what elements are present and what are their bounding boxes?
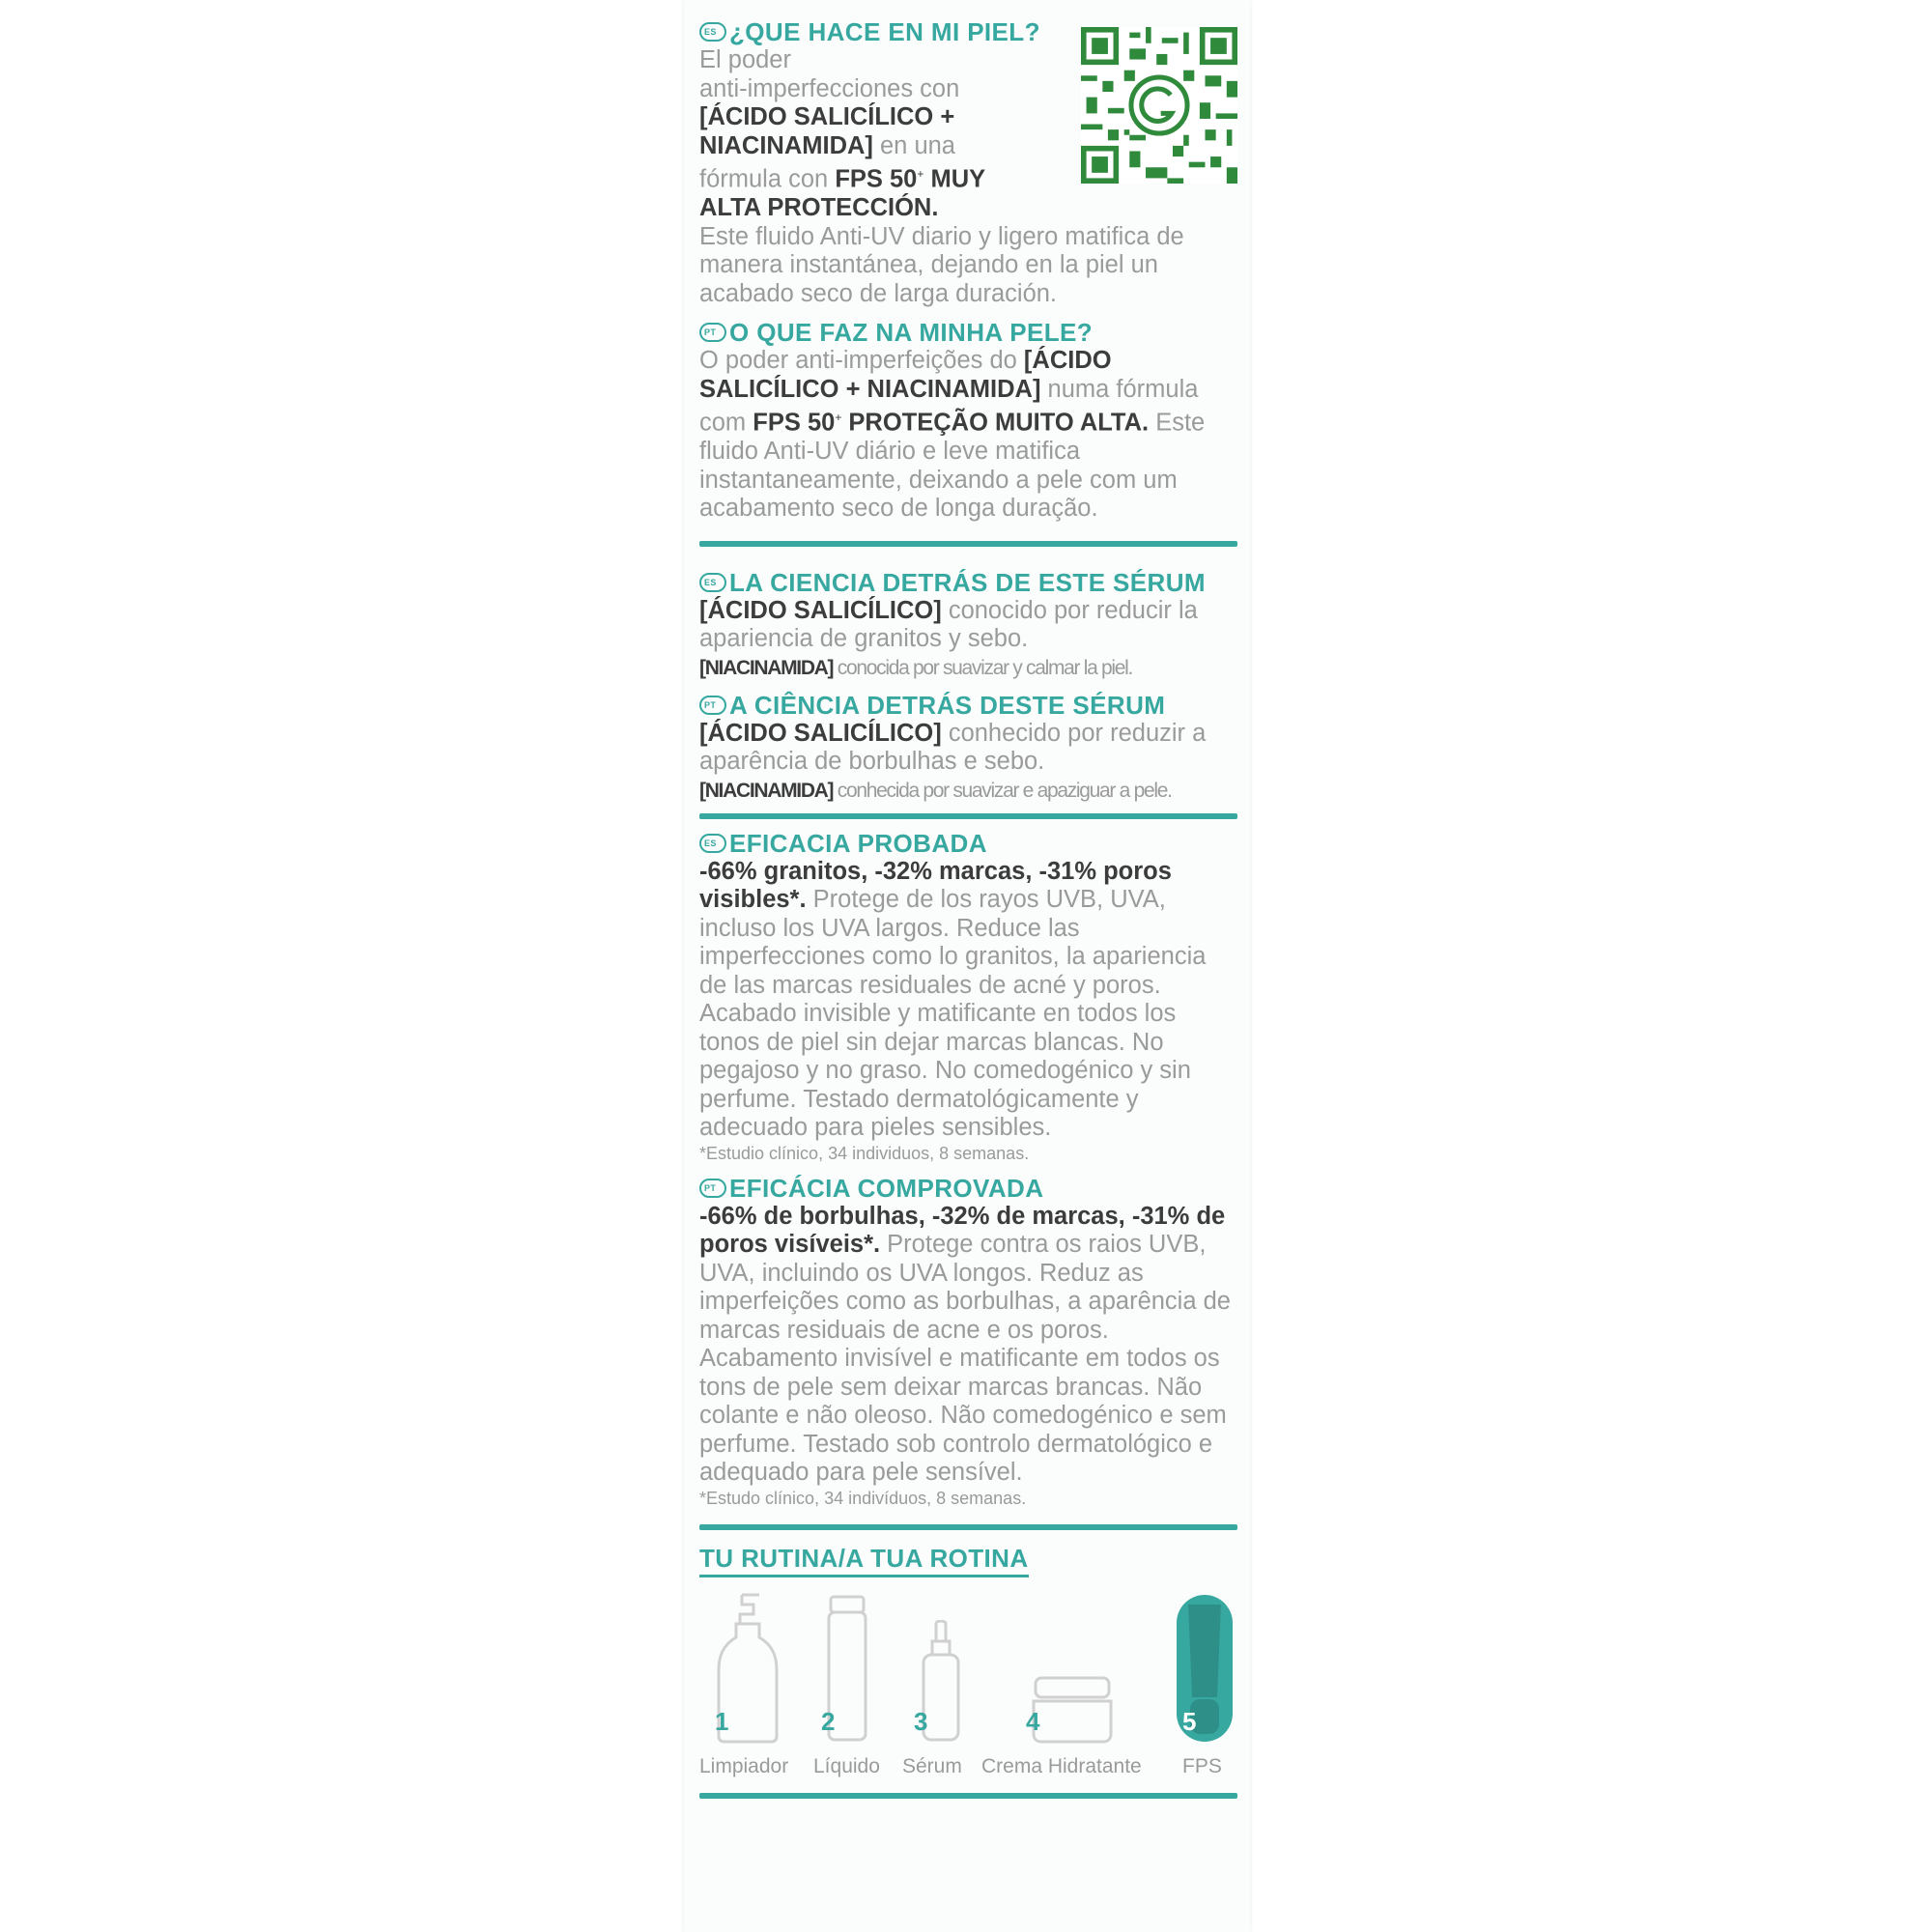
divider: [699, 1524, 1237, 1530]
qr-code-icon[interactable]: [1081, 27, 1237, 184]
section-title: ES ¿QUE HACE EN MI PIEL?: [699, 17, 1237, 46]
pt-flag-icon: PT: [699, 696, 726, 715]
footnote: *Estudo clínico, 34 indivíduos, 8 semanas.: [699, 1488, 1027, 1508]
section-note: [NIACINAMIDA] conocida por suavizar y calmar la piel.: [699, 656, 1133, 679]
es-flag-icon: ES: [699, 573, 726, 592]
cream-jar-icon: [1030, 1674, 1115, 1744]
step-label: FPS: [1182, 1754, 1222, 1777]
step-number: 5: [1182, 1706, 1197, 1736]
step-number: 3: [914, 1706, 928, 1736]
section-text: O poder anti-imperfeições do [ÁCIDO SALICÍLICO + NIACINAMIDA] numa fórmula com FPS 50+ PROTEÇÃO MUITO ALTA. Este fluido Anti-UV diário e leve matifica instantaneamente, deixando a pele com um acabamento seco de longa duração.: [699, 347, 1206, 522]
section-es-what: [699, 17, 1237, 308]
es-flag-icon: ES: [699, 22, 726, 42]
es-flag-icon: ES: [699, 834, 726, 853]
section-es-science: [699, 568, 1237, 683]
step-label: Líquido: [813, 1754, 880, 1777]
section-text: El poder anti-imperfecciones con [ÁCIDO SALICÍLICO + NIACINAMIDA] en una fórmula con FPS 50+ MUY ALTA PROTECCIÓN. Este fluido Anti-UV diario y ligero matifica de manera instantánea, dejando en la piel un acabado seco de larga duración.: [699, 46, 1184, 307]
footnote: *Estudio clínico, 34 individuos, 8 semanas.: [699, 1143, 1030, 1163]
section-title: PT O QUE FAZ NA MINHA PELE?: [699, 318, 1237, 347]
section-text: -66% de borbulhas, -32% de marcas, -31% de poros visíveis*. Protege contra os raios UVB, UVA, incluindo os UVA longos. Reduz as imperfeições como as borbulhas, a aparência de marcas residuais de acne e os poros. Acabamento invisível e matificante em todos os tons de pele sem deixar marcas brancas. Não colante e não oleoso. Não comedogénico e sem perfume. Testado sob controlo dermatológico e adequado para pele sensível.: [699, 1202, 1231, 1486]
section-title: ES LA CIENCIA DETRÁS DE ESTE SÉRUM: [699, 568, 1237, 597]
section-text: [ÁCIDO SALICÍLICO] conocido por reducir la apariencia de granitos y sebo.: [699, 596, 1198, 652]
section-title: PT EFICÁCIA COMPROVADA: [699, 1174, 1237, 1203]
section-es-efficacy: [699, 829, 1237, 1164]
step-number: 4: [1026, 1706, 1040, 1736]
section-routine: [699, 1544, 1237, 1779]
routine-steps: [699, 1591, 1237, 1779]
divider: [699, 541, 1237, 547]
divider: [699, 1793, 1237, 1799]
pt-flag-icon: PT: [699, 1179, 726, 1198]
step-number: 2: [821, 1706, 836, 1736]
section-title: PT A CIÊNCIA DETRÁS DESTE SÉRUM: [699, 691, 1237, 720]
section-pt-efficacy: [699, 1174, 1237, 1509]
section-pt-science: [699, 691, 1237, 806]
step-number: 1: [715, 1706, 729, 1736]
step-label: Sérum: [902, 1754, 962, 1777]
step-label: Limpiador: [699, 1754, 789, 1777]
step-label: Crema Hidratante: [981, 1754, 1142, 1777]
divider: [699, 813, 1237, 819]
panel-content: [699, 17, 1237, 1799]
section-title: ES EFICACIA PROBADA: [699, 829, 1237, 858]
section-pt-what: [699, 318, 1237, 524]
pt-flag-icon: PT: [699, 323, 726, 342]
product-info-panel: [684, 0, 1250, 1932]
routine-title: TU RUTINA/A TUA ROTINA: [699, 1544, 1029, 1577]
section-note: [NIACINAMIDA] conhecida por suavizar e apaziguar a pele.: [699, 779, 1172, 802]
section-text: -66% granitos, -32% marcas, -31% poros visibles*. Protege de los rayos UVB, UVA, incluso los UVA largos. Reduce las imperfecciones como lo granitos, la apariencia de las marcas residuales de acné y poros. Acabado invisible y matificante en todos los tonos de piel sin dejar marcas blancas. No pegajoso y no graso. No comedogénico y sin perfume. Testado dermatológicamente y adecuado para pieles sensibles.: [699, 857, 1207, 1141]
section-text: [ÁCIDO SALICÍLICO] conhecido por reduzir a aparência de borbulhas e sebo.: [699, 719, 1207, 775]
